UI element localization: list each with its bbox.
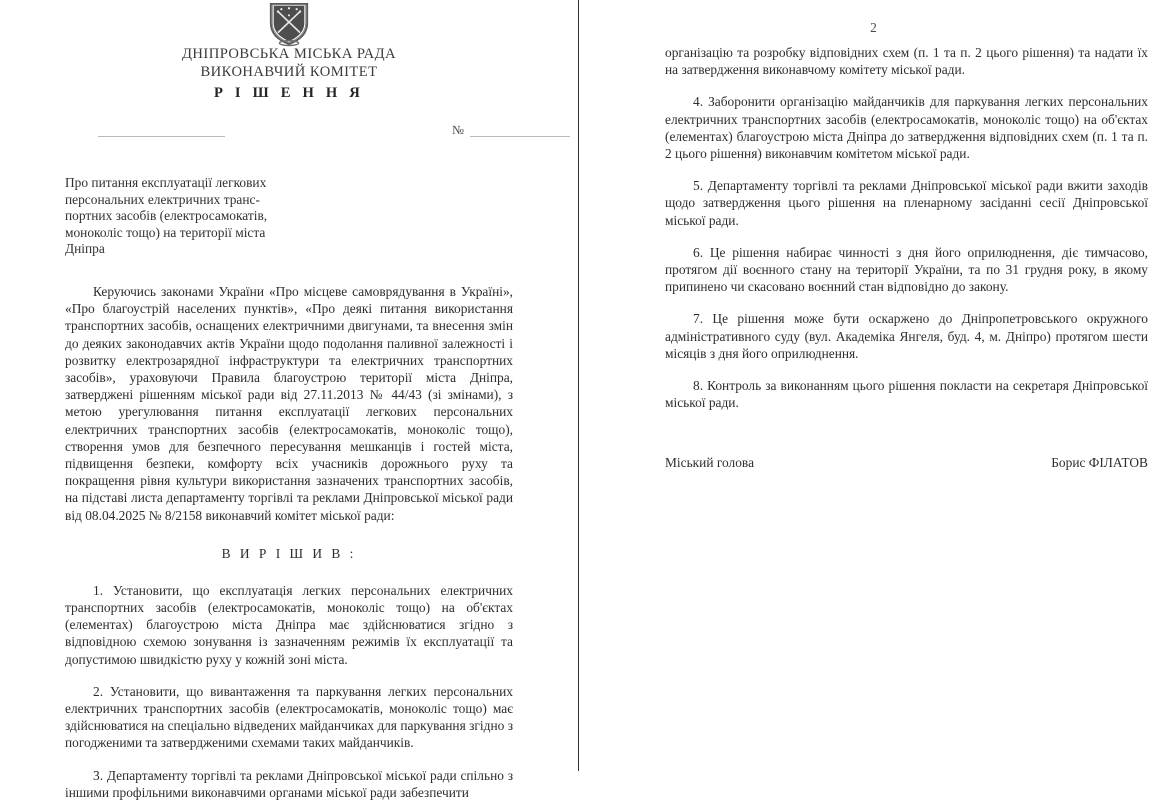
date-rule-line: [98, 136, 225, 137]
resolution-item-4: 4. Заборонити організацію майданчиків для паркування легких персональних електричних транспортних засобів (електросамокатів, моноколіс тощо) на об'єктах (елементах) благоустрою міста Дніпра до затвердження відповідних схем (п. 1 та п. 2 цього рішення) виконавчим комітетом міської ради.: [665, 94, 1148, 162]
signatory-name: Борис ФІЛАТОВ: [1051, 455, 1148, 470]
document-page-2: [580, 0, 1167, 771]
document-subject: [65, 175, 301, 258]
letterhead: [0, 0, 578, 103]
preamble-paragraph: Керуючись законами України «Про місцеве самоврядування в Україні», «Про благоустрій населених пунктів», «Про деякі питання використання транспортних засобів, оснащених електричними двигунами, та внесення змін до деяких законодавчих актів України щодо подолання паливної залежності і розвитку електрозарядної інфраструктури та електричних транспортних засобів», ураховуючи Правила благоустрою території міста Дніпра, затверджені рішенням міської ради від 27.11.2013 № 44/43 (зі змінами), з метою урегулювання питання експлуатації легкових персональних електричних транспортних засобів (електросамокатів, моноколіс тощо), створення умов для безпечного пересування мешканців і гостей міста, підвищення безпеки, комфорту всіх учасників дорожнього руху та покращення рівня культури використання зазначених транспортних засобів, на підставі листа департаменту торгівлі та реклами Дніпровської міської ради від 08.04.2025 № 8/2158 виконавчий комітет міської ради:: [65, 283, 513, 523]
page-2-body: [665, 44, 1148, 411]
registration-row: [0, 120, 578, 144]
resolution-item-1: 1. Установити, що експлуатація легких персональних електричних транспортних засобів (електросамокатів, моноколіс тощо) на об'єктах (елементах) благоустрою міста Дніпра має здійснюватися згідно з відповідною схемою зонування із зазначенням режимів їх експлуатації та допустимою швидкістю руху у кожній зоні міста.: [65, 582, 513, 667]
page-number: 2: [870, 20, 877, 35]
resolution-item-3: 3. Департаменту торгівлі та реклами Дніпровської міської ради спільно з іншими профільними виконавчими органами міської ради забезпечити: [65, 767, 513, 800]
resolution-item-3-continuation: організацію та розробку відповідних схем (п. 1 та п. 2 цього рішення) та надати їх на затвердження виконавчому комітету міської ради.: [665, 45, 1148, 78]
resolution-item-7: 7. Це рішення може бути оскаржено до Дніпропетровського окружного адміністративного суду (вул. Академіка Янгеля, буд. 4, м. Дніпро) протягом шести місяців з дня його оприлюднення.: [665, 311, 1148, 361]
organization-name-line-1: ДНІПРОВСЬКА МІСЬКА РАДА: [182, 46, 396, 62]
number-symbol: №: [452, 123, 464, 137]
resolution-item-5: 5. Департаменту торгівлі та реклами Дніпровської міської ради вжити заходів щодо затвердження цього рішення на пленарному засіданні сесії Дніпровської міської ради.: [665, 178, 1148, 228]
subject-line: Дніпра: [65, 241, 105, 257]
resolution-item-6: 6. Це рішення набирає чинності з дня його оприлюднення, діє тимчасово, протягом дії воєнного стану на території України, та по 31 грудня року, в якому припинено чи скасовано воєнний стан відповідно до закону.: [665, 244, 1148, 295]
document-page-1: [0, 0, 578, 800]
subject-line: персональних електричних транс-: [65, 191, 260, 207]
page-divider: [578, 0, 579, 771]
signatory-title: Міський голова: [665, 455, 755, 470]
resolution-keyword: В И Р І Ш И В :: [221, 545, 357, 561]
dnipro-coat-of-arms-icon: [265, 2, 313, 46]
resolution-item-8: 8. Контроль за виконанням цього рішення покласти на секретаря Дніпровської міської ради.: [665, 378, 1148, 411]
document-kind-heading: Р І Ш Е Н Н Я: [213, 85, 365, 101]
number-rule-line: [470, 136, 570, 137]
resolution-item-2: 2. Установити, що вивантаження та паркування легких персональних електричних транспортних засобів (електросамокатів, моноколіс тощо) має здійснюватися на спеціально відведених майданчиках для паркування згідно з погодженими та затвердженими схемами таких майданчиків.: [65, 683, 513, 751]
subject-line: портних засобів (електросамокатів,: [65, 208, 268, 224]
subject-line: моноколіс тощо) на території міста: [65, 224, 266, 240]
organization-name-line-2: ВИКОНАВЧИЙ КОМІТЕТ: [200, 63, 378, 80]
subject-line: Про питання експлуатації легкових: [65, 175, 267, 190]
signature-block: [665, 455, 1148, 471]
page-1-body: [65, 283, 513, 801]
